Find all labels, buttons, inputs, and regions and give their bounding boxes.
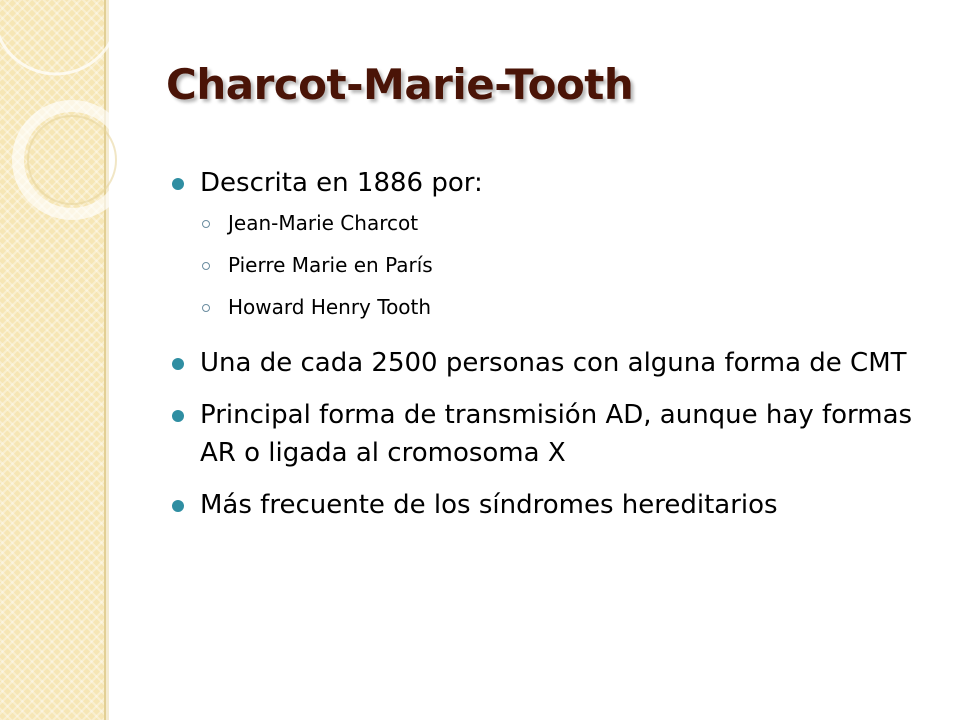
- bullet-text: Principal forma de transmisión AD, aunque hay formas AR o ligada al cromosoma X: [200, 400, 913, 468]
- sub-bullet-item: [172, 250, 932, 280]
- bullet-item: [172, 486, 932, 524]
- bullet-dot-icon: [172, 178, 184, 190]
- sub-bullet-text: Howard Henry Tooth: [228, 295, 432, 319]
- bullet-dot-icon: [172, 410, 184, 422]
- decorative-ring-small: [18, 106, 126, 214]
- sub-bullet-text: Jean-Marie Charcot: [228, 211, 419, 235]
- bullet-text: Más frecuente de los síndromes hereditarios: [200, 490, 778, 520]
- decorative-rings: [0, 0, 200, 260]
- bullet-list: [172, 164, 932, 524]
- bullet-dot-icon: [172, 500, 184, 512]
- bullet-item: [172, 396, 932, 472]
- ring-bullet-icon: [202, 262, 210, 270]
- decorative-ring-small-inner: [28, 116, 116, 204]
- ring-bullet-icon: [202, 220, 210, 228]
- bullet-text: Una de cada 2500 personas con alguna forma de CMT: [200, 348, 907, 378]
- sub-bullet-item: [172, 292, 932, 322]
- bullet-item: [172, 164, 932, 202]
- decorative-ring-large: [0, 0, 118, 74]
- sub-bullet-text: Pierre Marie en París: [228, 253, 433, 277]
- bullet-text: Descrita en 1886 por:: [200, 168, 483, 198]
- ring-bullet-icon: [202, 304, 210, 312]
- slide-title: Charcot-Marie-Tooth: [166, 60, 634, 109]
- sub-bullet-item: [172, 208, 932, 238]
- bullet-item: [172, 344, 932, 382]
- bullet-dot-icon: [172, 358, 184, 370]
